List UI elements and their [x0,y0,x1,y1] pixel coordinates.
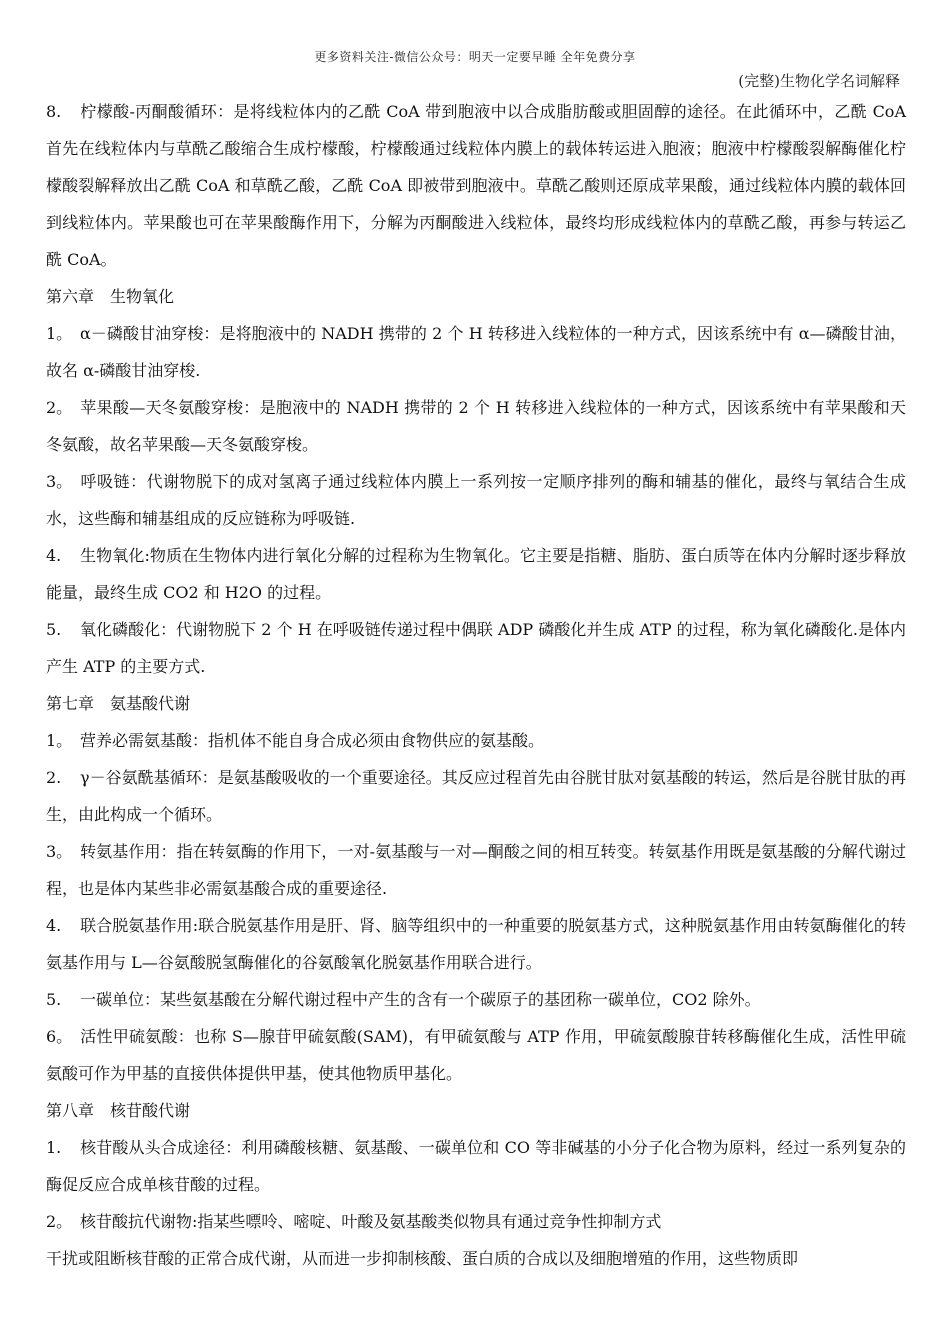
definition-item [46,537,906,611]
definition-item [46,1203,906,1240]
item-text: α－磷酸甘油穿梭：是将胞液中的 NADH 携带的 2 个 H 转移进入线粒体的一种方式，因该系统中有 α—磷酸甘油，故名 α-磷酸甘油穿梭. [46,324,906,380]
item-text: 一碳单位：某些氨基酸在分解代谢过程中产生的含有一个碳原子的基团称一碳单位，CO2 除外。 [80,990,761,1009]
definition-item [46,315,906,389]
item-text: 柠檬酸-丙酮酸循环：是将线粒体内的乙酰 CoA 带到胞液中以合成脂肪酸或胆固醇的途径。在此循环中，乙酰 CoA 首先在线粒体内与草酰乙酸缩合生成柠檬酸，柠檬酸通过线粒体内膜上的载体转运进入胞液；胞液中柠檬酸裂解酶催化柠檬酸裂解释放出乙酰 CoA 和草酰乙酸，乙酰 CoA 即被带到胞液中。草酰乙酸则还原成苹果酸，通过线粒体内膜的载体回到线粒体内。苹果酸也可在苹果酸酶作用下，分解为丙酮酸进入线粒体，最终均形成线粒体内的草酰乙酸，再参与转运乙酰 CoA。 [46,102,906,269]
definition-item [46,981,906,1018]
item-number: 2。 [46,398,73,417]
chapter-heading: 第六章 生物氧化 [46,287,175,306]
item-text: γ－谷氨酰基循环：是氨基酸吸收的一个重要途径。其反应过程首先由谷胱甘肽对氨基酸的转运，然后是谷胱甘肽的再生，由此构成一个循环。 [46,768,906,824]
item-number: 1. [46,1138,62,1157]
item-text: 核苷酸从头合成途径：利用磷酸核糖、氨基酸、一碳单位和 CO 等非碱基的小分子化合物为原料，经过一系列复杂的酶促反应合成单核苷酸的过程。 [46,1138,906,1194]
definition-item [46,463,906,537]
definition-item [46,93,906,278]
item-text: 转氨基作用：指在转氨酶的作用下，一对-氨基酸与一对—酮酸之间的相互转变。转氨基作用既是氨基酸的分解代谢过程，也是体内某些非必需氨基酸合成的重要途径. [46,842,906,898]
definition-item [46,833,906,907]
definition-item [46,611,906,685]
item-number: 3。 [46,472,73,491]
item-number: 2。 [46,1212,73,1231]
item-number: 3。 [46,842,73,861]
item-number: 6。 [46,1027,73,1046]
item-text: 呼吸链：代谢物脱下的成对氢离子通过线粒体内膜上一系列按一定顺序排列的酶和辅基的催化，最终与氧结合生成水，这些酶和辅基组成的反应链称为呼吸链. [46,472,906,528]
item-number: 5. [46,990,62,1009]
item-number: 4. [46,916,62,935]
item-text: 氧化磷酸化：代谢物脱下 2 个 H 在呼吸链传递过程中偶联 ADP 磷酸化并生成 ATP 的过程，称为氧化磷酸化.是体内产生 ATP 的主要方式. [46,620,906,676]
definition-item [46,722,906,759]
definition-item [46,1018,906,1092]
item-number: 1。 [46,324,73,343]
item-number: 1。 [46,731,73,750]
item-text: 营养必需氨基酸：指机体不能自身合成必须由食物供应的氨基酸。 [80,731,545,750]
item-text: 活性甲硫氨酸：也称 S—腺苷甲硫氨酸(SAM)，有甲硫氨酸与 ATP 作用，甲硫氨酸腺苷转移酶催化生成，活性甲硫氨酸可作为甲基的直接供体提供甲基，使其他物质甲基化。 [46,1027,906,1083]
item-number: 5. [46,620,62,639]
item-number: 4. [46,546,62,565]
definition-item [46,389,906,463]
item-text: 苹果酸—天冬氨酸穿梭：是胞液中的 NADH 携带的 2 个 H 转移进入线粒体的一种方式，因该系统中有苹果酸和天冬氨酸，故名苹果酸—天冬氨酸穿梭。 [46,398,906,454]
item-text: 核苷酸抗代谢物:指某些嘌呤、嘧啶、叶酸及氨基酸类似物具有通过竞争性抑制方式 [80,1212,662,1231]
item-number: 8. [46,102,62,121]
definition-item [46,907,906,981]
item-text: 联合脱氨基作用:联合脱氨基作用是肝、肾、脑等组织中的一种重要的脱氨基方式，这种脱氨基作用由转氨酶催化的转氨基作用与 L—谷氨酸脱氢酶催化的谷氨酸氧化脱氨基作用联合进行。 [46,916,906,972]
definition-item [46,759,906,833]
chapter-heading: 第七章 氨基酸代谢 [46,694,191,713]
top-note: 更多资料关注-微信公众号：明天一定要早睡 全年免费分享 [314,50,636,64]
item-number: 2. [46,768,62,787]
item-text: 生物氧化:物质在生物体内进行氧化分解的过程称为生物氧化。它主要是指糖、脂肪、蛋白质等在体内分解时逐步释放能量，最终生成 CO2 和 H2O 的过程。 [46,546,906,602]
chapter-heading: 第八章 核苷酸代谢 [46,1101,191,1120]
continuation-text: 干扰或阻断核苷酸的正常合成代谢，从而进一步抑制核酸、蛋白质的合成以及细胞增殖的作用，这些物质即 [46,1249,799,1268]
definition-item [46,1129,906,1203]
document-title: (完整)生物化学名词解释 [738,72,900,90]
content-body [46,93,906,1277]
